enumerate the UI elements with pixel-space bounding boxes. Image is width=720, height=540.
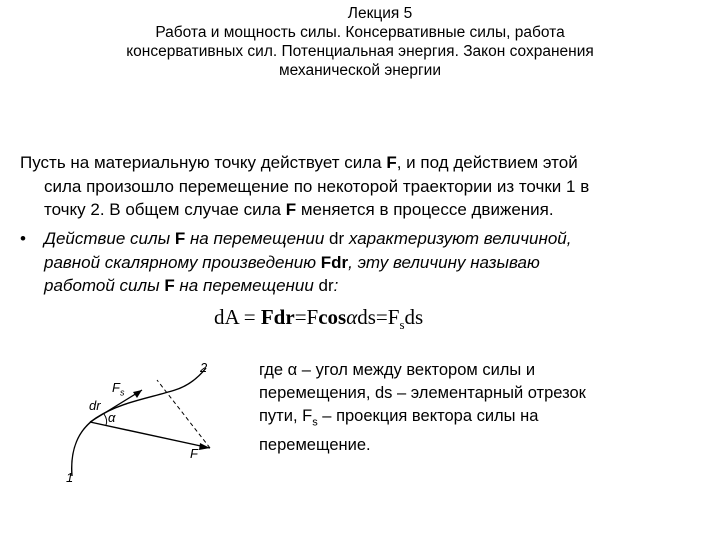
note-line-4: перемещение. bbox=[259, 435, 371, 454]
angle-arc bbox=[104, 414, 107, 425]
intro-line-1: Пусть на материальную точку действует сила F, и под действием этой bbox=[20, 153, 578, 172]
work-formula: dA = $Fdr=Fcos\alpha ds=F_sds$ bbox=[214, 305, 424, 332]
dr-label: dr bbox=[89, 398, 101, 413]
bullet-line-1: Действие силы F на перемещении dr характеризуют величиной, bbox=[44, 229, 572, 248]
force-label: F bbox=[190, 446, 198, 461]
definitions-note bbox=[259, 359, 699, 456]
lecture-title-line-1: Работа и мощность силы. Консервативные силы, работа bbox=[155, 24, 565, 41]
fs-label: $F_s$ bbox=[112, 380, 125, 398]
point-1-label: 1 bbox=[66, 470, 74, 485]
lecture-header bbox=[0, 4, 720, 80]
intro-paragraph bbox=[20, 151, 700, 222]
point-2-label: 2 bbox=[200, 360, 208, 375]
alpha-label: α bbox=[108, 410, 116, 425]
lecture-number: Лекция 5 bbox=[347, 5, 413, 22]
intro-line-3: точку 2. В общем случае сила F меняется в процессе движения. bbox=[44, 200, 554, 219]
lecture-title-line-3: механической энергии bbox=[278, 62, 442, 79]
displacement-arrowhead bbox=[133, 390, 142, 398]
force-displacement-diagram bbox=[60, 350, 250, 490]
trajectory-sketch bbox=[60, 350, 250, 490]
lecture-title-line-2: консервативных сил. Потенциальная энергия. Закон сохранения bbox=[126, 43, 594, 60]
bullet-line-2: равной скалярному произведению Fdr, эту величину называю bbox=[44, 252, 540, 272]
intro-line-2: сила произошло перемещение по некоторой траектории из точки 1 в bbox=[44, 176, 590, 196]
bullet-line-3: работой силы F на перемещении dr: bbox=[44, 276, 339, 295]
work-definition-bullet bbox=[20, 227, 710, 298]
bullet-marker: • bbox=[20, 229, 26, 248]
note-line-1: где α – угол между вектором силы и bbox=[259, 361, 536, 379]
force-vector-line bbox=[90, 422, 210, 448]
note-line-2: перемещения, ds – элементарный отрезок bbox=[259, 383, 586, 402]
note-line-3: пути, $F_s$ – проекция вектора силы на bbox=[259, 406, 539, 428]
